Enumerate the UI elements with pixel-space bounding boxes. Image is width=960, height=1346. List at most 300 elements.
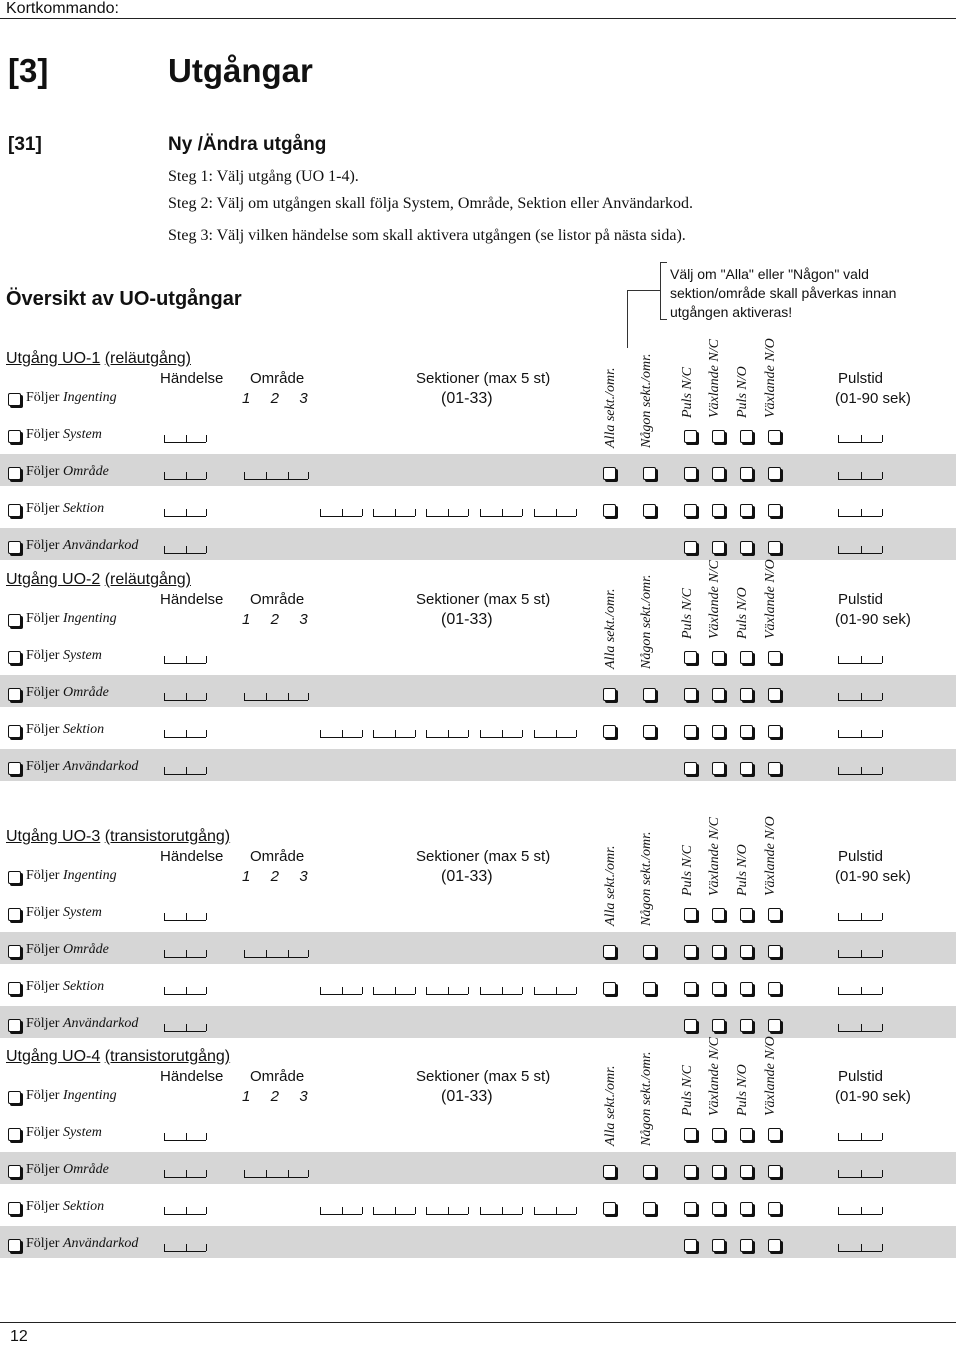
- vaxlande-nc-checkbox[interactable]: [712, 541, 725, 554]
- handelse-field[interactable]: [164, 913, 206, 921]
- row-prefix: Följer: [26, 942, 60, 957]
- note-connector-down: [627, 290, 628, 348]
- alla-checkbox[interactable]: [603, 467, 616, 480]
- nagon-checkbox[interactable]: [643, 1165, 656, 1178]
- row-name: System: [62, 1125, 102, 1140]
- puls-no-checkbox[interactable]: [740, 1165, 753, 1178]
- alla-checkbox[interactable]: [603, 688, 616, 701]
- handelse-field[interactable]: [164, 1133, 206, 1141]
- pulstid-field[interactable]: [838, 950, 882, 958]
- row-band-omrade: [0, 675, 956, 707]
- row-checkbox[interactable]: [8, 1091, 21, 1104]
- vaxlande-no-checkbox[interactable]: [768, 1128, 781, 1141]
- row-name: System: [62, 905, 102, 920]
- row-prefix: Följer: [26, 868, 60, 883]
- row-label-sektion: [26, 501, 104, 517]
- sektion-field[interactable]: [426, 730, 468, 738]
- col-omrade: Område: [250, 370, 305, 387]
- col-alla: Alla sekt./omr.: [603, 845, 618, 926]
- row-label-användarkod: [26, 1236, 138, 1252]
- col-pulstid: Pulstid: [838, 848, 884, 865]
- nagon-checkbox[interactable]: [643, 725, 656, 738]
- handelse-field[interactable]: [164, 1024, 206, 1032]
- col-puls-nc: Puls N/C: [680, 588, 695, 639]
- section-code: [3]: [8, 52, 49, 89]
- sektion-field[interactable]: [480, 730, 522, 738]
- handelse-field[interactable]: [164, 656, 206, 664]
- row-name: Ingenting: [62, 390, 117, 405]
- vaxlande-nc-checkbox[interactable]: [712, 1128, 725, 1141]
- row-checkbox[interactable]: [8, 1019, 21, 1032]
- col-puls-nc: Puls N/C: [680, 1065, 695, 1116]
- col-omrade-digits: 1 2 3: [242, 1088, 308, 1105]
- row-checkbox[interactable]: [8, 393, 21, 406]
- output-name: Utgång UO-1: [6, 350, 101, 367]
- pulstid-field[interactable]: [838, 546, 882, 554]
- vaxlande-no-checkbox[interactable]: [768, 1239, 781, 1252]
- col-vaxlande-nc: Växlande N/C: [707, 339, 722, 418]
- pulstid-field[interactable]: [838, 656, 882, 664]
- col-pulstid: Pulstid: [838, 370, 884, 387]
- col-sektioner-range: (01-33): [441, 611, 493, 628]
- sektion-field[interactable]: [320, 987, 362, 995]
- output-type: (reläutgång): [104, 350, 191, 367]
- row-prefix: Följer: [26, 648, 60, 663]
- sektion-field[interactable]: [480, 1207, 522, 1215]
- row-checkbox[interactable]: [8, 945, 21, 958]
- col-vaxlande-nc: Växlande N/C: [707, 560, 722, 639]
- sektion-field[interactable]: [373, 987, 415, 995]
- row-checkbox[interactable]: [8, 871, 21, 884]
- vaxlande-no-checkbox[interactable]: [768, 1202, 781, 1215]
- col-sektioner-range: (01-33): [441, 868, 493, 885]
- col-pulstid-range: (01-90 sek): [835, 868, 911, 885]
- row-checkbox[interactable]: [8, 1239, 21, 1252]
- sektion-field[interactable]: [534, 509, 576, 517]
- note-line-2: sektion/område skall påverkas innan: [670, 285, 897, 301]
- col-handelse: Händelse: [160, 591, 224, 608]
- puls-no-checkbox[interactable]: [740, 1019, 753, 1032]
- row-label-system: [26, 905, 102, 921]
- vaxlande-no-checkbox[interactable]: [768, 908, 781, 921]
- sektion-field[interactable]: [534, 987, 576, 995]
- output-name: Utgång UO-2: [6, 571, 101, 588]
- alla-checkbox[interactable]: [603, 982, 616, 995]
- puls-nc-checkbox[interactable]: [684, 1165, 697, 1178]
- row-name: Användarkod: [62, 759, 139, 774]
- output-type: (reläutgång): [104, 571, 191, 588]
- alla-checkbox[interactable]: [603, 504, 616, 517]
- note-line-1: Välj om "Alla" eller "Någon" vald: [670, 266, 869, 282]
- row-name: Användarkod: [62, 1016, 139, 1031]
- row-label-ingenting: [26, 611, 117, 627]
- vaxlande-nc-checkbox[interactable]: [712, 1239, 725, 1252]
- pulstid-field[interactable]: [838, 472, 882, 480]
- vaxlande-nc-checkbox[interactable]: [712, 1202, 725, 1215]
- row-label-användarkod: [26, 1016, 138, 1032]
- sektion-field[interactable]: [373, 509, 415, 517]
- output-heading: [6, 350, 191, 368]
- col-alla: Alla sekt./omr.: [603, 1065, 618, 1146]
- row-label-system: [26, 427, 102, 443]
- nagon-checkbox[interactable]: [643, 982, 656, 995]
- row-checkbox[interactable]: [8, 762, 21, 775]
- row-name: System: [62, 648, 102, 663]
- row-band-anvandarkod: [0, 1226, 956, 1258]
- row-checkbox[interactable]: [8, 504, 21, 517]
- sektion-field[interactable]: [534, 1207, 576, 1215]
- handelse-field[interactable]: [164, 987, 206, 995]
- row-prefix: Följer: [26, 390, 60, 405]
- vaxlande-nc-checkbox[interactable]: [712, 1019, 725, 1032]
- sektion-field[interactable]: [480, 987, 522, 995]
- puls-nc-checkbox[interactable]: [684, 1019, 697, 1032]
- row-label-område: [26, 685, 109, 701]
- pulstid-field[interactable]: [838, 1244, 882, 1252]
- puls-no-checkbox[interactable]: [740, 688, 753, 701]
- note-line-3: utgången aktiveras!: [670, 304, 793, 320]
- alla-checkbox[interactable]: [603, 1202, 616, 1215]
- puls-no-checkbox[interactable]: [740, 762, 753, 775]
- vaxlande-no-checkbox[interactable]: [768, 430, 781, 443]
- col-omrade-digits: 1 2 3: [242, 390, 308, 407]
- vaxlande-nc-checkbox[interactable]: [712, 430, 725, 443]
- step-3: Steg 3: Välj vilken händelse som skall aktivera utgången (se listor på nästa sida).: [168, 227, 686, 244]
- handelse-field[interactable]: [164, 1170, 206, 1178]
- vaxlande-no-checkbox[interactable]: [768, 1019, 781, 1032]
- puls-no-checkbox[interactable]: [740, 982, 753, 995]
- puls-nc-checkbox[interactable]: [684, 541, 697, 554]
- col-nagon: Någon sekt./omr.: [639, 1051, 654, 1146]
- puls-no-checkbox[interactable]: [740, 1202, 753, 1215]
- row-prefix: Följer: [26, 905, 60, 920]
- sektion-field[interactable]: [534, 730, 576, 738]
- row-name: Område: [62, 942, 109, 957]
- vaxlande-nc-checkbox[interactable]: [712, 651, 725, 664]
- page-title: Utgångar: [168, 52, 313, 89]
- sektion-field[interactable]: [320, 1207, 362, 1215]
- alla-checkbox[interactable]: [603, 725, 616, 738]
- puls-nc-checkbox[interactable]: [684, 725, 697, 738]
- handelse-field[interactable]: [164, 546, 206, 554]
- col-puls-nc: Puls N/C: [680, 367, 695, 418]
- handelse-field[interactable]: [164, 1207, 206, 1215]
- row-checkbox[interactable]: [8, 430, 21, 443]
- row-prefix: Följer: [26, 464, 60, 479]
- col-nagon: Någon sekt./omr.: [639, 353, 654, 448]
- row-label-ingenting: [26, 1088, 117, 1104]
- vaxlande-no-checkbox[interactable]: [768, 945, 781, 958]
- puls-nc-checkbox[interactable]: [684, 504, 697, 517]
- row-name: Sektion: [62, 722, 105, 737]
- row-label-område: [26, 464, 109, 480]
- col-pulstid-range: (01-90 sek): [835, 1088, 911, 1105]
- col-pulstid-range: (01-90 sek): [835, 390, 911, 407]
- pulstid-field[interactable]: [838, 509, 882, 517]
- row-checkbox[interactable]: [8, 725, 21, 738]
- nagon-checkbox[interactable]: [643, 945, 656, 958]
- row-checkbox[interactable]: [8, 688, 21, 701]
- puls-no-checkbox[interactable]: [740, 541, 753, 554]
- row-checkbox[interactable]: [8, 1128, 21, 1141]
- col-puls-no: Puls N/O: [735, 844, 750, 896]
- pulstid-field[interactable]: [838, 730, 882, 738]
- col-puls-no: Puls N/O: [735, 1064, 750, 1116]
- pulstid-field[interactable]: [838, 1170, 882, 1178]
- sektion-field[interactable]: [320, 509, 362, 517]
- puls-nc-checkbox[interactable]: [684, 762, 697, 775]
- col-omrade-digits: 1 2 3: [242, 868, 308, 885]
- puls-nc-checkbox[interactable]: [684, 430, 697, 443]
- vaxlande-no-checkbox[interactable]: [768, 762, 781, 775]
- sektion-field[interactable]: [320, 730, 362, 738]
- row-name: Ingenting: [62, 868, 117, 883]
- row-band-omrade: [0, 932, 956, 964]
- puls-nc-checkbox[interactable]: [684, 467, 697, 480]
- row-checkbox[interactable]: [8, 982, 21, 995]
- note-bracket: [660, 262, 667, 320]
- omrade-field[interactable]: [244, 950, 308, 958]
- row-name: Sektion: [62, 979, 105, 994]
- vaxlande-no-checkbox[interactable]: [768, 688, 781, 701]
- row-prefix: Följer: [26, 1088, 60, 1103]
- vaxlande-no-checkbox[interactable]: [768, 1165, 781, 1178]
- handelse-field[interactable]: [164, 435, 206, 443]
- row-prefix: Följer: [26, 1162, 60, 1177]
- row-prefix: Följer: [26, 759, 60, 774]
- row-band-omrade: [0, 1152, 956, 1184]
- vaxlande-nc-checkbox[interactable]: [712, 945, 725, 958]
- col-pulstid: Pulstid: [838, 591, 884, 608]
- subsection-title: Ny /Ändra utgång: [168, 134, 327, 155]
- col-omrade: Område: [250, 1068, 305, 1085]
- row-label-system: [26, 648, 102, 664]
- footer-rule: [0, 1322, 956, 1323]
- row-name: Användarkod: [62, 1236, 139, 1251]
- row-label-användarkod: [26, 759, 138, 775]
- handelse-field[interactable]: [164, 1244, 206, 1252]
- nagon-checkbox[interactable]: [643, 1202, 656, 1215]
- sektion-field[interactable]: [373, 730, 415, 738]
- row-label-sektion: [26, 1199, 104, 1215]
- puls-no-checkbox[interactable]: [740, 1128, 753, 1141]
- col-vaxlande-no: Växlande N/O: [763, 338, 778, 418]
- col-sektioner: Sektioner (max 5 st): [416, 591, 551, 608]
- handelse-field[interactable]: [164, 767, 206, 775]
- vaxlande-no-checkbox[interactable]: [768, 541, 781, 554]
- vaxlande-nc-checkbox[interactable]: [712, 762, 725, 775]
- col-omrade: Område: [250, 848, 305, 865]
- alla-checkbox[interactable]: [603, 945, 616, 958]
- row-name: Sektion: [62, 1199, 105, 1214]
- vaxlande-nc-checkbox[interactable]: [712, 1165, 725, 1178]
- col-handelse: Händelse: [160, 370, 224, 387]
- handelse-field[interactable]: [164, 472, 206, 480]
- handelse-field[interactable]: [164, 509, 206, 517]
- pulstid-field[interactable]: [838, 693, 882, 701]
- output-name: Utgång UO-4: [6, 1048, 101, 1065]
- col-nagon: Någon sekt./omr.: [639, 831, 654, 926]
- col-omrade-digits: 1 2 3: [242, 611, 308, 628]
- page-number: 12: [10, 1328, 28, 1345]
- output-heading: [6, 1048, 230, 1066]
- row-name: Område: [62, 464, 109, 479]
- pulstid-field[interactable]: [838, 913, 882, 921]
- col-puls-nc: Puls N/C: [680, 845, 695, 896]
- col-omrade: Område: [250, 591, 305, 608]
- row-label-sektion: [26, 722, 104, 738]
- overview-title: Översikt av UO-utgångar: [6, 288, 242, 310]
- row-checkbox[interactable]: [8, 651, 21, 664]
- col-sektioner-range: (01-33): [441, 390, 493, 407]
- row-band-anvandarkod: [0, 528, 956, 560]
- col-vaxlande-nc: Växlande N/C: [707, 817, 722, 896]
- col-pulstid-range: (01-90 sek): [835, 611, 911, 628]
- handelse-field[interactable]: [164, 730, 206, 738]
- col-handelse: Händelse: [160, 848, 224, 865]
- nagon-checkbox[interactable]: [643, 504, 656, 517]
- pulstid-field[interactable]: [838, 435, 882, 443]
- output-heading: [6, 571, 191, 589]
- col-vaxlande-no: Växlande N/O: [763, 1036, 778, 1116]
- row-name: Sektion: [62, 501, 105, 516]
- puls-no-checkbox[interactable]: [740, 908, 753, 921]
- vaxlande-nc-checkbox[interactable]: [712, 982, 725, 995]
- col-alla: Alla sekt./omr.: [603, 588, 618, 669]
- row-label-område: [26, 1162, 109, 1178]
- alla-checkbox[interactable]: [603, 1165, 616, 1178]
- row-prefix: Följer: [26, 538, 60, 553]
- row-name: System: [62, 427, 102, 442]
- row-name: Område: [62, 1162, 109, 1177]
- row-prefix: Följer: [26, 1236, 60, 1251]
- pulstid-field[interactable]: [838, 1207, 882, 1215]
- nagon-checkbox[interactable]: [643, 467, 656, 480]
- puls-nc-checkbox[interactable]: [684, 1202, 697, 1215]
- handelse-field[interactable]: [164, 950, 206, 958]
- col-puls-no: Puls N/O: [735, 587, 750, 639]
- row-label-ingenting: [26, 868, 117, 884]
- omrade-field[interactable]: [244, 693, 308, 701]
- puls-nc-checkbox[interactable]: [684, 688, 697, 701]
- col-sektioner: Sektioner (max 5 st): [416, 848, 551, 865]
- puls-no-checkbox[interactable]: [740, 430, 753, 443]
- pulstid-field[interactable]: [838, 987, 882, 995]
- col-alla: Alla sekt./omr.: [603, 367, 618, 448]
- row-checkbox[interactable]: [8, 541, 21, 554]
- row-label-område: [26, 942, 109, 958]
- row-label-sektion: [26, 979, 104, 995]
- vaxlande-no-checkbox[interactable]: [768, 651, 781, 664]
- col-vaxlande-nc: Växlande N/C: [707, 1037, 722, 1116]
- vaxlande-nc-checkbox[interactable]: [712, 688, 725, 701]
- sektion-field[interactable]: [426, 1207, 468, 1215]
- col-vaxlande-no: Växlande N/O: [763, 559, 778, 639]
- puls-nc-checkbox[interactable]: [684, 945, 697, 958]
- row-prefix: Följer: [26, 1199, 60, 1214]
- vaxlande-no-checkbox[interactable]: [768, 725, 781, 738]
- output-type: (transistorutgång): [104, 1048, 231, 1065]
- vaxlande-nc-checkbox[interactable]: [712, 504, 725, 517]
- vaxlande-nc-checkbox[interactable]: [712, 725, 725, 738]
- omrade-field[interactable]: [244, 472, 308, 480]
- step-1: Steg 1: Välj utgång (UO 1-4).: [168, 168, 359, 185]
- vaxlande-no-checkbox[interactable]: [768, 504, 781, 517]
- sektion-field[interactable]: [373, 1207, 415, 1215]
- row-name: Ingenting: [62, 1088, 117, 1103]
- col-vaxlande-no: Växlande N/O: [763, 816, 778, 896]
- pulstid-field[interactable]: [838, 767, 882, 775]
- vaxlande-no-checkbox[interactable]: [768, 467, 781, 480]
- output-name: Utgång UO-3: [6, 828, 101, 845]
- vaxlande-nc-checkbox[interactable]: [712, 908, 725, 921]
- note-connector: [627, 290, 660, 291]
- vaxlande-nc-checkbox[interactable]: [712, 467, 725, 480]
- puls-no-checkbox[interactable]: [740, 1239, 753, 1252]
- pulstid-field[interactable]: [838, 1024, 882, 1032]
- sektion-field[interactable]: [426, 987, 468, 995]
- puls-no-checkbox[interactable]: [740, 467, 753, 480]
- row-prefix: Följer: [26, 611, 60, 626]
- subsection-code: [31]: [8, 134, 42, 155]
- nagon-checkbox[interactable]: [643, 688, 656, 701]
- puls-no-checkbox[interactable]: [740, 725, 753, 738]
- sektion-field[interactable]: [480, 509, 522, 517]
- row-label-system: [26, 1125, 102, 1141]
- row-checkbox[interactable]: [8, 908, 21, 921]
- row-name: Användarkod: [62, 538, 139, 553]
- pulstid-field[interactable]: [838, 1133, 882, 1141]
- row-checkbox[interactable]: [8, 614, 21, 627]
- row-name: Område: [62, 685, 109, 700]
- puls-nc-checkbox[interactable]: [684, 1128, 697, 1141]
- row-checkbox[interactable]: [8, 1165, 21, 1178]
- row-band-anvandarkod: [0, 749, 956, 781]
- row-band-anvandarkod: [0, 1006, 956, 1038]
- handelse-field[interactable]: [164, 693, 206, 701]
- col-sektioner: Sektioner (max 5 st): [416, 370, 551, 387]
- sektion-field[interactable]: [426, 509, 468, 517]
- puls-no-checkbox[interactable]: [740, 504, 753, 517]
- row-label-användarkod: [26, 538, 138, 554]
- row-prefix: Följer: [26, 979, 60, 994]
- col-sektioner-range: (01-33): [441, 1088, 493, 1105]
- row-checkbox[interactable]: [8, 467, 21, 480]
- row-prefix: Följer: [26, 1016, 60, 1031]
- col-pulstid: Pulstid: [838, 1068, 884, 1085]
- puls-no-checkbox[interactable]: [740, 945, 753, 958]
- header-rule: [0, 18, 956, 19]
- row-prefix: Följer: [26, 1125, 60, 1140]
- omrade-field[interactable]: [244, 1170, 308, 1178]
- row-checkbox[interactable]: [8, 1202, 21, 1215]
- puls-nc-checkbox[interactable]: [684, 651, 697, 664]
- row-prefix: Följer: [26, 501, 60, 516]
- puls-nc-checkbox[interactable]: [684, 908, 697, 921]
- row-name: Ingenting: [62, 611, 117, 626]
- puls-nc-checkbox[interactable]: [684, 982, 697, 995]
- vaxlande-no-checkbox[interactable]: [768, 982, 781, 995]
- puls-no-checkbox[interactable]: [740, 651, 753, 664]
- col-nagon: Någon sekt./omr.: [639, 574, 654, 669]
- row-band-omrade: [0, 454, 956, 486]
- step-2: Steg 2: Välj om utgången skall följa System, Område, Sektion eller Användarkod.: [168, 195, 693, 212]
- col-handelse: Händelse: [160, 1068, 224, 1085]
- row-label-ingenting: [26, 390, 117, 406]
- output-heading: [6, 828, 230, 846]
- puls-nc-checkbox[interactable]: [684, 1239, 697, 1252]
- col-puls-no: Puls N/O: [735, 366, 750, 418]
